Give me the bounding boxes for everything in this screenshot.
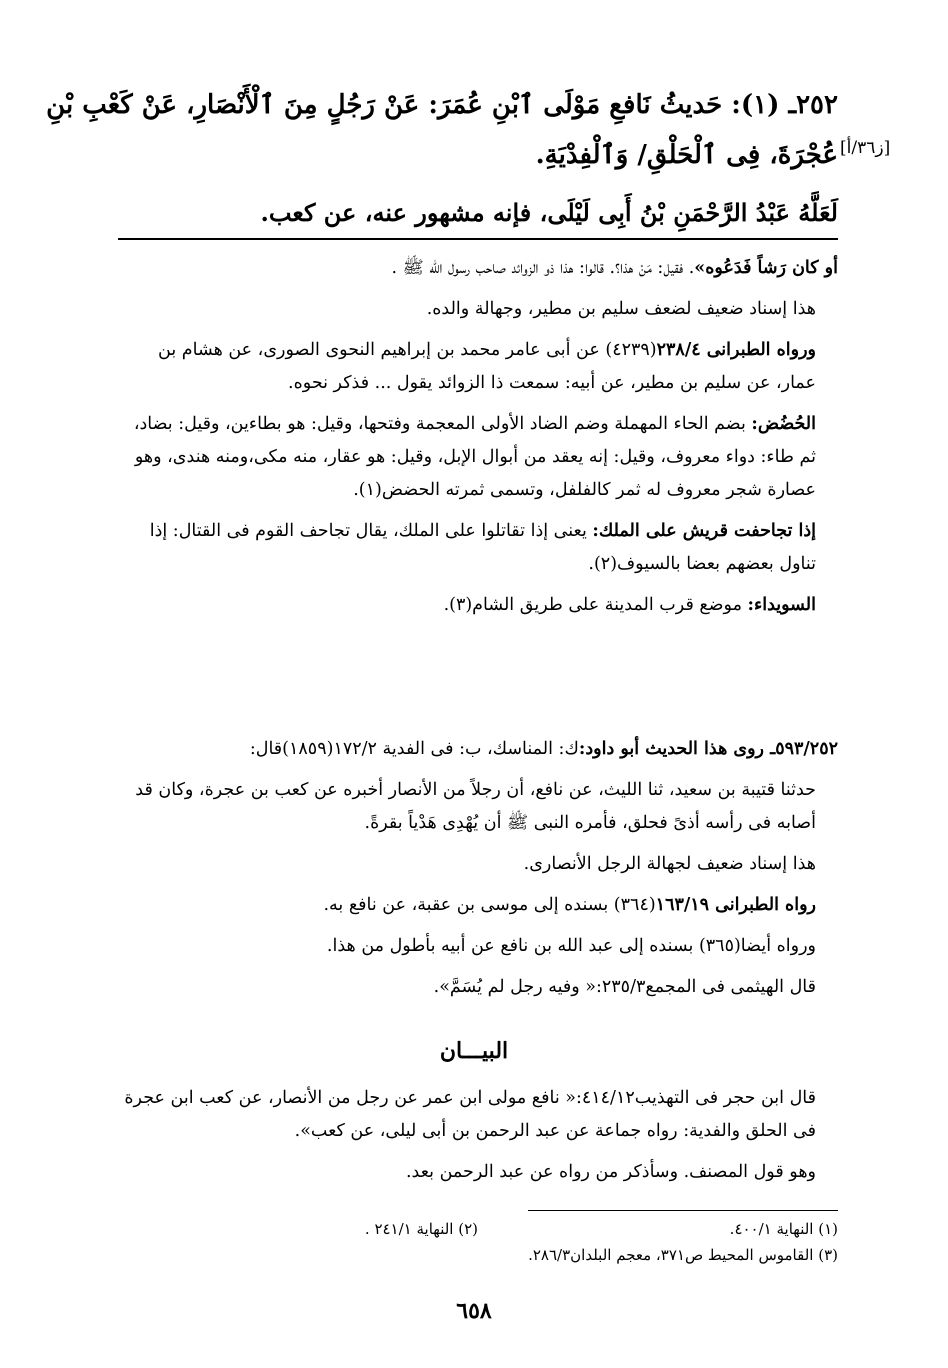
note-text: بضم الحاء المهملة وضم الضاد الأولى المعجمة وفتحها، وقيل: هو بطاءين، وقيل: بضاد، ثم طاء: دواء معروف، وقيل: إنه يعقد من أبوال الإبل، وقيل: هو عقار، منه مكى،ومنه هندى، وهو عصارة شجر معروف له ثمر كالفلفل، وتسمى ثمرته الحضض(١).: [133, 414, 816, 500]
note-text: . فقيل: مَنْ هذا؟. قالوا: هذا ذو الزوائد صاحب رسول الله ﷺ .: [391, 258, 695, 278]
bayan-paragraph: قال ابن حجر فى التهذيب٤١٤/١٢:« نافع مولى ابن عمر عن رجل من الأنصار، عن كعب ابن عجرة فى الحلق والفدية: رواه جماعة عن عبد الرحمن بن أبى ليلى، عن كعب».: [124, 1088, 816, 1141]
note-paragraph: [113, 515, 838, 581]
note-text: يعنى إذا تقاتلوا على الملك، يقال تجاحف القوم فى القتال: إذا تناول بعضهم بعضا بالسيوف(٢).: [149, 521, 816, 574]
tabarani-note: [113, 889, 838, 922]
note-text: هذا إسناد ضعيف لضعف سليم بن مطير، وجهالة والده.: [426, 299, 816, 319]
haythami-note: قال الهيثمى فى المجمع٢٣٥/٣:« وفيه رجل لم يُسَمَّ».: [433, 977, 816, 997]
manuscript-margin-reference: [ز٣٦/أ]: [840, 138, 891, 158]
note-bold-lead: ورواه الطبرانى ٢٣٨/٤: [656, 340, 816, 360]
page-number: ٦٥٨: [456, 1298, 492, 1324]
hadith-header: [46, 80, 838, 238]
footnotes: [113, 1216, 838, 1268]
note-bold-lead: إذا تجاحفت قريش على الملك:: [592, 521, 816, 541]
tabarani-also: ورواه أيضا(٣٦٥) بسنده إلى عبد الله بن نافع عن أبيه بأطول من هذا.: [326, 936, 816, 956]
bayan-section: [113, 1082, 838, 1189]
abu-dawud-intro: [113, 733, 838, 766]
footnote-2: (٢) النهاية ٢٤١/١ .: [364, 1220, 478, 1238]
footnote-1: (١) النهاية ٤٠٠/١.: [729, 1220, 838, 1238]
footnote-row: [113, 1216, 838, 1242]
abu-dawud-intro-bold: ٥٩٣/٢٥٢ـ روى هذا الحديث أبو داود:: [578, 739, 838, 759]
bayan-paragraph: وهو قول المصنف. وسأذكر من رواه عن عبد الرحمن بعد.: [405, 1162, 816, 1182]
note-paragraph: [113, 293, 838, 326]
note-bold-lead: الحُضُض:: [751, 414, 816, 434]
abu-dawud-narration: حدثنا قتيبة بن سعيد، ثنا الليث، عن نافع، أن رجلاً من الأنصار أخبره عن كعب بن عجرة، وكان قد أصابه فى رأسه أذىً فحلق، فأمره النبى ﷺ أن يُهْدِى هَدْياً بقرةً.: [135, 780, 816, 833]
footnote-row: [113, 1242, 838, 1268]
hadith-header-line-3: لَعَلَّهُ عَبْدُ الرَّحْمَنِ بْنُ أَبِى لَيْلَى، فإنه مشهور عنه، عن كعب.: [260, 198, 838, 227]
abu-dawud-section: [113, 733, 838, 1004]
abu-dawud-intro-text: ك: المناسك، ب: فى الفدية ١٧٢/٢(١٨٥٩)قال:: [249, 739, 579, 759]
note-bold-lead: أو كان رَشاً فَدَعُوه»: [694, 258, 838, 278]
footnote-divider: [528, 1210, 838, 1211]
note-paragraph: [113, 408, 838, 507]
note-paragraph: [113, 334, 838, 400]
bayan-heading: البيـــان: [439, 1038, 509, 1064]
footnote-3: (٣) القاموس المحيط ص٣٧١، معجم البلدان٢٨٦/٣.: [528, 1246, 838, 1264]
note-bold-lead: السويداء:: [747, 595, 816, 615]
hadith-header-line-2: عُجْرَةَ، فِى ٱلْحَلْقِ/ وَٱلْفِدْيَةِ.: [535, 140, 838, 170]
note-text: (٤٢٣٩) عن أبى عامر محمد بن إبراهيم النحوى الصورى، عن هشام بن عمار، عن سليم بن مطير، عن أبيه: سمعت ذا الزوائد يقول ... فذكر نحوه.: [158, 340, 816, 393]
tabarani-text: (٣٦٤) بسنده إلى موسى بن عقبة، عن نافع به.: [323, 895, 656, 915]
note-text: موضع قرب المدينة على طريق الشام(٣).: [443, 595, 748, 615]
note-paragraph: [113, 252, 838, 285]
note-paragraph: [113, 589, 838, 622]
hadith-header-line-1: ٢٥٢ـ (١): حَديثُ نَافعِ مَوْلَى ٱبْنِ عُمَرَ: عَنْ رَجُلٍ مِنَ ٱلْأَنْصَارِ، عَنْ كَعْبِ بْنِ: [46, 90, 838, 120]
tabarani-bold: رواه الطبرانى ١٦٣/١٩: [655, 895, 816, 915]
abu-dawud-weak-note: هذا إسناد ضعيف لجهالة الرجل الأنصارى.: [523, 854, 816, 874]
commentary-notes: [113, 252, 838, 622]
header-divider: [118, 238, 838, 240]
